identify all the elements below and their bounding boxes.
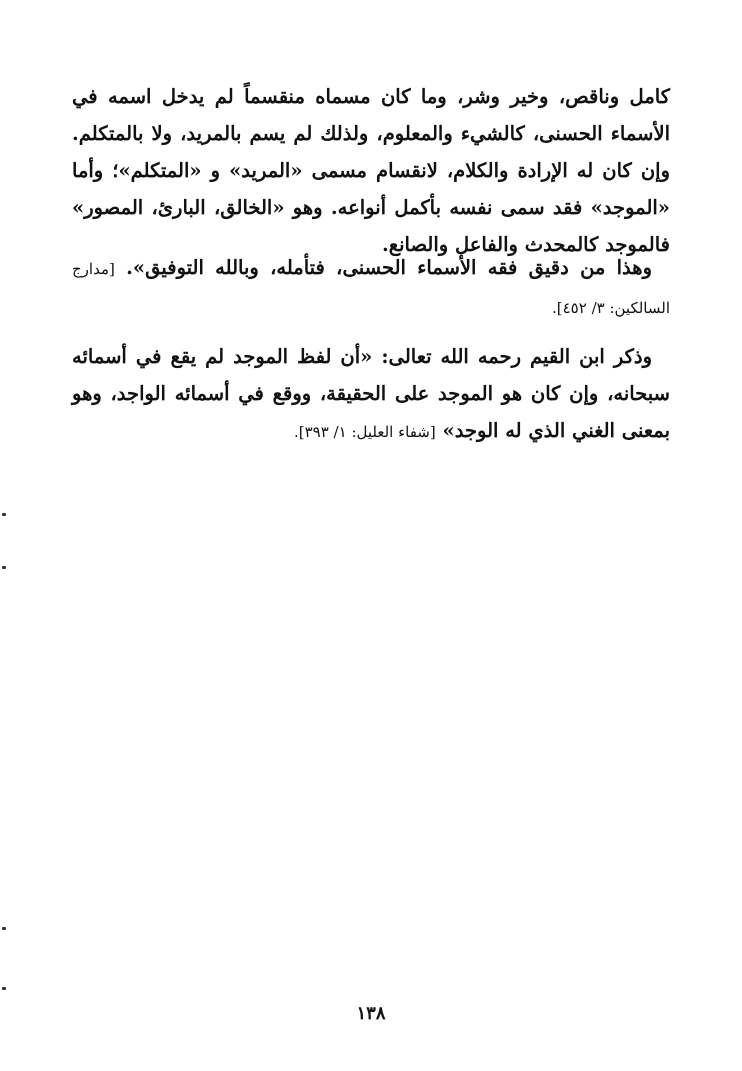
- margin-speck: [2, 513, 6, 516]
- paragraph-1: [72, 78, 670, 263]
- paragraph-2: [72, 249, 670, 327]
- margin-speck: [2, 927, 6, 930]
- paragraph-3-text: وذكر ابن القيم رحمه الله تعالى: «أن لفظ الموجد لم يقع في أسمائه سبحانه، وإن كان هو الموجد على الحقيقة، ووقع في أسمائه الواجد، وهو بمعنى الغني الذي له الوجد»: [72, 345, 670, 442]
- page-number: ١٣٨: [356, 1003, 386, 1024]
- paragraph-3: [72, 338, 670, 451]
- citation-madarij: [مدارج السالكين: ٣/ ٤٥٢].: [72, 260, 670, 317]
- paragraph-2-text: وهذا من دقيق فقه الأسماء الحسنى، فتأمله، وبالله التوفيق».: [126, 256, 652, 279]
- paragraph-1-text: كامل وناقص، وخير وشر، وما كان مسماه منقسماً لم يدخل اسمه في الأسماء الحسنى، كالشيء والمعلوم، ولذلك لم يسم بالمريد، ولا بالمتكلم. وإن كان له الإرادة والكلام، لانقسام مسمى «المريد» و «المتكلم»؛ وأما «الموجد» فقد سمى نفسه بأكمل أنواعه. وهو «الخالق، البارئ، المصور» فالموجد كالمحدث والفاعل والصانع.: [72, 85, 670, 256]
- margin-speck: [2, 987, 6, 990]
- margin-speck: [2, 566, 6, 569]
- citation-shifa: [شفاء العليل: ١/ ٣٩٣].: [293, 423, 436, 441]
